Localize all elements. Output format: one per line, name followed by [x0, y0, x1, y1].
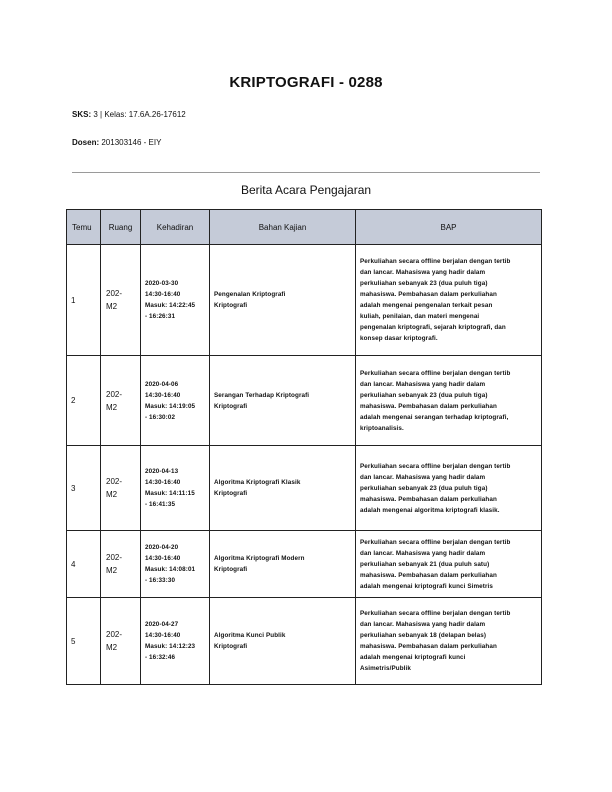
cell-bap-line: Perkuliahan secara offline berjalan dengan tertib	[360, 610, 511, 617]
table-row	[67, 598, 542, 685]
table-row	[67, 245, 542, 356]
cell-ruang	[101, 531, 141, 598]
sks-label: SKS:	[72, 110, 92, 119]
cell-bap-line: mahasiswa. Pembahasan dalam perkuliahan	[360, 495, 497, 503]
cell-kehadiran-line: 2020-04-13	[145, 468, 179, 475]
cell-bap-line: adalah mengenai serangan terhadap kriptografi,	[360, 413, 509, 421]
header-kehadiran: Kehadiran	[141, 210, 210, 245]
cell-kehadiran-line: - 16:33:30	[145, 577, 176, 584]
cell-ruang	[101, 245, 141, 356]
cell-kehadiran-line: Masuk: 14:08:01	[145, 566, 196, 573]
cell-bap-line: adalah mengenai kriptografi kunci Simetris	[360, 582, 493, 590]
cell-bap	[356, 446, 542, 531]
cell-bap	[356, 356, 542, 446]
cell-bahan-kajian	[210, 356, 356, 446]
cell-bahan-kajian	[210, 598, 356, 685]
cell-bap-line: Perkuliahan secara offline berjalan dengan tertib	[360, 538, 511, 546]
cell-bap-line: adalah mengenai algoritma kriptografi klasik.	[360, 506, 500, 514]
cell-ruang-line: 202-	[106, 630, 123, 639]
cell-bahan-kajian	[210, 245, 356, 356]
cell-ruang-line: 202-	[106, 289, 123, 298]
table-row	[67, 446, 542, 531]
cell-bahan-kajian-line: Kriptografi	[214, 566, 248, 573]
cell-bap	[356, 598, 542, 685]
cell-kehadiran-line: 2020-04-20	[145, 544, 179, 551]
cell-ruang-line: M2	[106, 402, 118, 412]
header-bap: BAP	[356, 210, 542, 245]
cell-kehadiran-line: Masuk: 14:12:23	[145, 643, 196, 650]
cell-bap-line: mahasiswa. Pembahasan dalam perkuliahan	[360, 402, 497, 410]
cell-ruang	[101, 356, 141, 446]
cell-kehadiran-line: - 16:26:31	[145, 313, 176, 320]
cell-ruang-line: 202-	[106, 389, 123, 399]
cell-bap	[356, 531, 542, 598]
cell-kehadiran-line: Masuk: 14:22:45	[145, 302, 196, 309]
course-title: KRIPTOGRAFI - 0288	[229, 74, 383, 91]
cell-temu: 3	[67, 446, 101, 531]
cell-bap-line: perkuliahan sebanyak 23 (dua puluh tiga)	[360, 484, 488, 492]
cell-bap-line: perkuliahan sebanyak 23 (dua puluh tiga)	[360, 391, 488, 399]
table-row	[67, 531, 542, 598]
section-title: Berita Acara Pengajaran	[240, 183, 372, 197]
cell-temu: 4	[67, 531, 101, 598]
course-dosen-line	[72, 138, 161, 147]
header-bahan-kajian: Bahan Kajian	[210, 210, 356, 245]
sks-value: 3 | Kelas: 17.6A.26-17612	[93, 110, 186, 119]
cell-bap-line: Perkuliahan secara offline berjalan dengan tertib	[360, 462, 511, 470]
cell-bahan-kajian-line: Kriptografi	[214, 302, 248, 309]
cell-bap-line: Perkuliahan secara offline berjalan dengan tertib	[360, 258, 511, 265]
cell-bap-line: pengenalan kriptografi, sejarah kriptografi, dan	[360, 324, 506, 331]
cell-bap-line: kriptoanalisis.	[360, 424, 404, 432]
cell-kehadiran	[141, 531, 210, 598]
cell-bahan-kajian-line: Kriptografi	[214, 490, 248, 497]
teaching-log-table	[66, 209, 542, 685]
cell-bahan-kajian-line: Algoritma Kriptografi Klasik	[214, 479, 301, 486]
cell-kehadiran	[141, 598, 210, 685]
dosen-value: 201303146 - EIY	[101, 138, 162, 147]
cell-ruang-line: M2	[106, 643, 118, 652]
cell-bahan-kajian	[210, 446, 356, 531]
cell-ruang	[101, 446, 141, 531]
cell-kehadiran-line: 14:30-16:40	[145, 555, 181, 562]
cell-bap-line: adalah mengenai kriptografi kunci	[360, 654, 466, 661]
cell-temu: 2	[67, 356, 101, 446]
cell-bap-line: Asimetris/Publik	[360, 665, 411, 672]
cell-bap-line: konsep dasar kriptografi.	[360, 335, 438, 342]
course-sks-line	[72, 110, 186, 119]
cell-kehadiran-line: 14:30-16:40	[145, 632, 181, 639]
cell-kehadiran-line: - 16:32:46	[145, 654, 176, 661]
cell-bap-line: mahasiswa. Pembahasan dalam perkuliahan	[360, 571, 497, 579]
cell-bahan-kajian-line: Algoritma Kriptografi Modern	[214, 555, 305, 562]
cell-bap-line: dan lancar. Mahasiswa yang hadir dalam	[360, 621, 486, 628]
cell-ruang-line: M2	[106, 490, 118, 499]
cell-bap-line: Perkuliahan secara offline berjalan dengan tertib	[360, 369, 511, 377]
dosen-label: Dosen:	[72, 138, 100, 147]
cell-kehadiran	[141, 356, 210, 446]
cell-bap-line: mahasiswa. Pembahasan dalam perkuliahan	[360, 643, 497, 650]
cell-bap-line: perkuliahan sebanyak 23 (dua puluh tiga)	[360, 280, 488, 287]
cell-bap	[356, 245, 542, 356]
cell-bap-line: dan lancar. Mahasiswa yang hadir dalam	[360, 549, 486, 557]
cell-kehadiran	[141, 245, 210, 356]
cell-bahan-kajian-line: Pengenalan Kriptografi	[214, 291, 286, 298]
cell-ruang-line: M2	[106, 566, 118, 575]
cell-bap-line: dan lancar. Mahasiswa yang hadir dalam	[360, 473, 486, 481]
table-row	[67, 356, 542, 446]
cell-kehadiran-line: 2020-04-27	[145, 621, 179, 628]
cell-ruang-line: 202-	[106, 477, 123, 486]
cell-temu: 5	[67, 598, 101, 685]
cell-bahan-kajian	[210, 531, 356, 598]
cell-kehadiran	[141, 446, 210, 531]
cell-bap-line: dan lancar. Mahasiswa yang hadir dalam	[360, 380, 486, 388]
cell-ruang	[101, 598, 141, 685]
cell-kehadiran-line: - 16:41:35	[145, 501, 176, 508]
header-temu: Temu	[67, 210, 101, 245]
cell-bap-line: dan lancar. Mahasiswa yang hadir dalam	[360, 269, 486, 276]
cell-bahan-kajian-line: Kriptografi	[214, 402, 248, 410]
cell-bap-line: adalah mengenai pengenalan terkait pesan	[360, 302, 493, 309]
cell-bahan-kajian-line: Kriptografi	[214, 643, 248, 650]
cell-bap-line: perkuliahan sebanyak 21 (dua puluh satu)	[360, 560, 490, 568]
cell-kehadiran-line: - 16:30:02	[145, 413, 176, 421]
cell-kehadiran-line: 2020-04-06	[145, 380, 179, 388]
cell-ruang-line: M2	[106, 302, 118, 311]
cell-kehadiran-line: 2020-03-30	[145, 280, 179, 287]
cell-bahan-kajian-line: Serangan Terhadap Kriptografi	[214, 391, 310, 399]
cell-bap-line: kuliah, penilaian, dan materi mengenai	[360, 313, 480, 320]
cell-kehadiran-line: Masuk: 14:11:15	[145, 490, 195, 497]
header-ruang: Ruang	[101, 210, 141, 245]
cell-kehadiran-line: 14:30-16:40	[145, 391, 181, 399]
cell-kehadiran-line: 14:30-16:40	[145, 479, 181, 486]
cell-kehadiran-line: 14:30-16:40	[145, 291, 181, 298]
cell-bahan-kajian-line: Algoritma Kunci Publik	[214, 632, 286, 639]
cell-temu: 1	[67, 245, 101, 356]
cell-ruang-line: 202-	[106, 553, 123, 562]
cell-bap-line: perkuliahan sebanyak 18 (delapan belas)	[360, 632, 487, 639]
cell-kehadiran-line: Masuk: 14:19:05	[145, 402, 196, 410]
divider	[72, 172, 540, 173]
table-header-row	[67, 210, 542, 245]
cell-bap-line: mahasiswa. Pembahasan dalam perkuliahan	[360, 291, 497, 298]
